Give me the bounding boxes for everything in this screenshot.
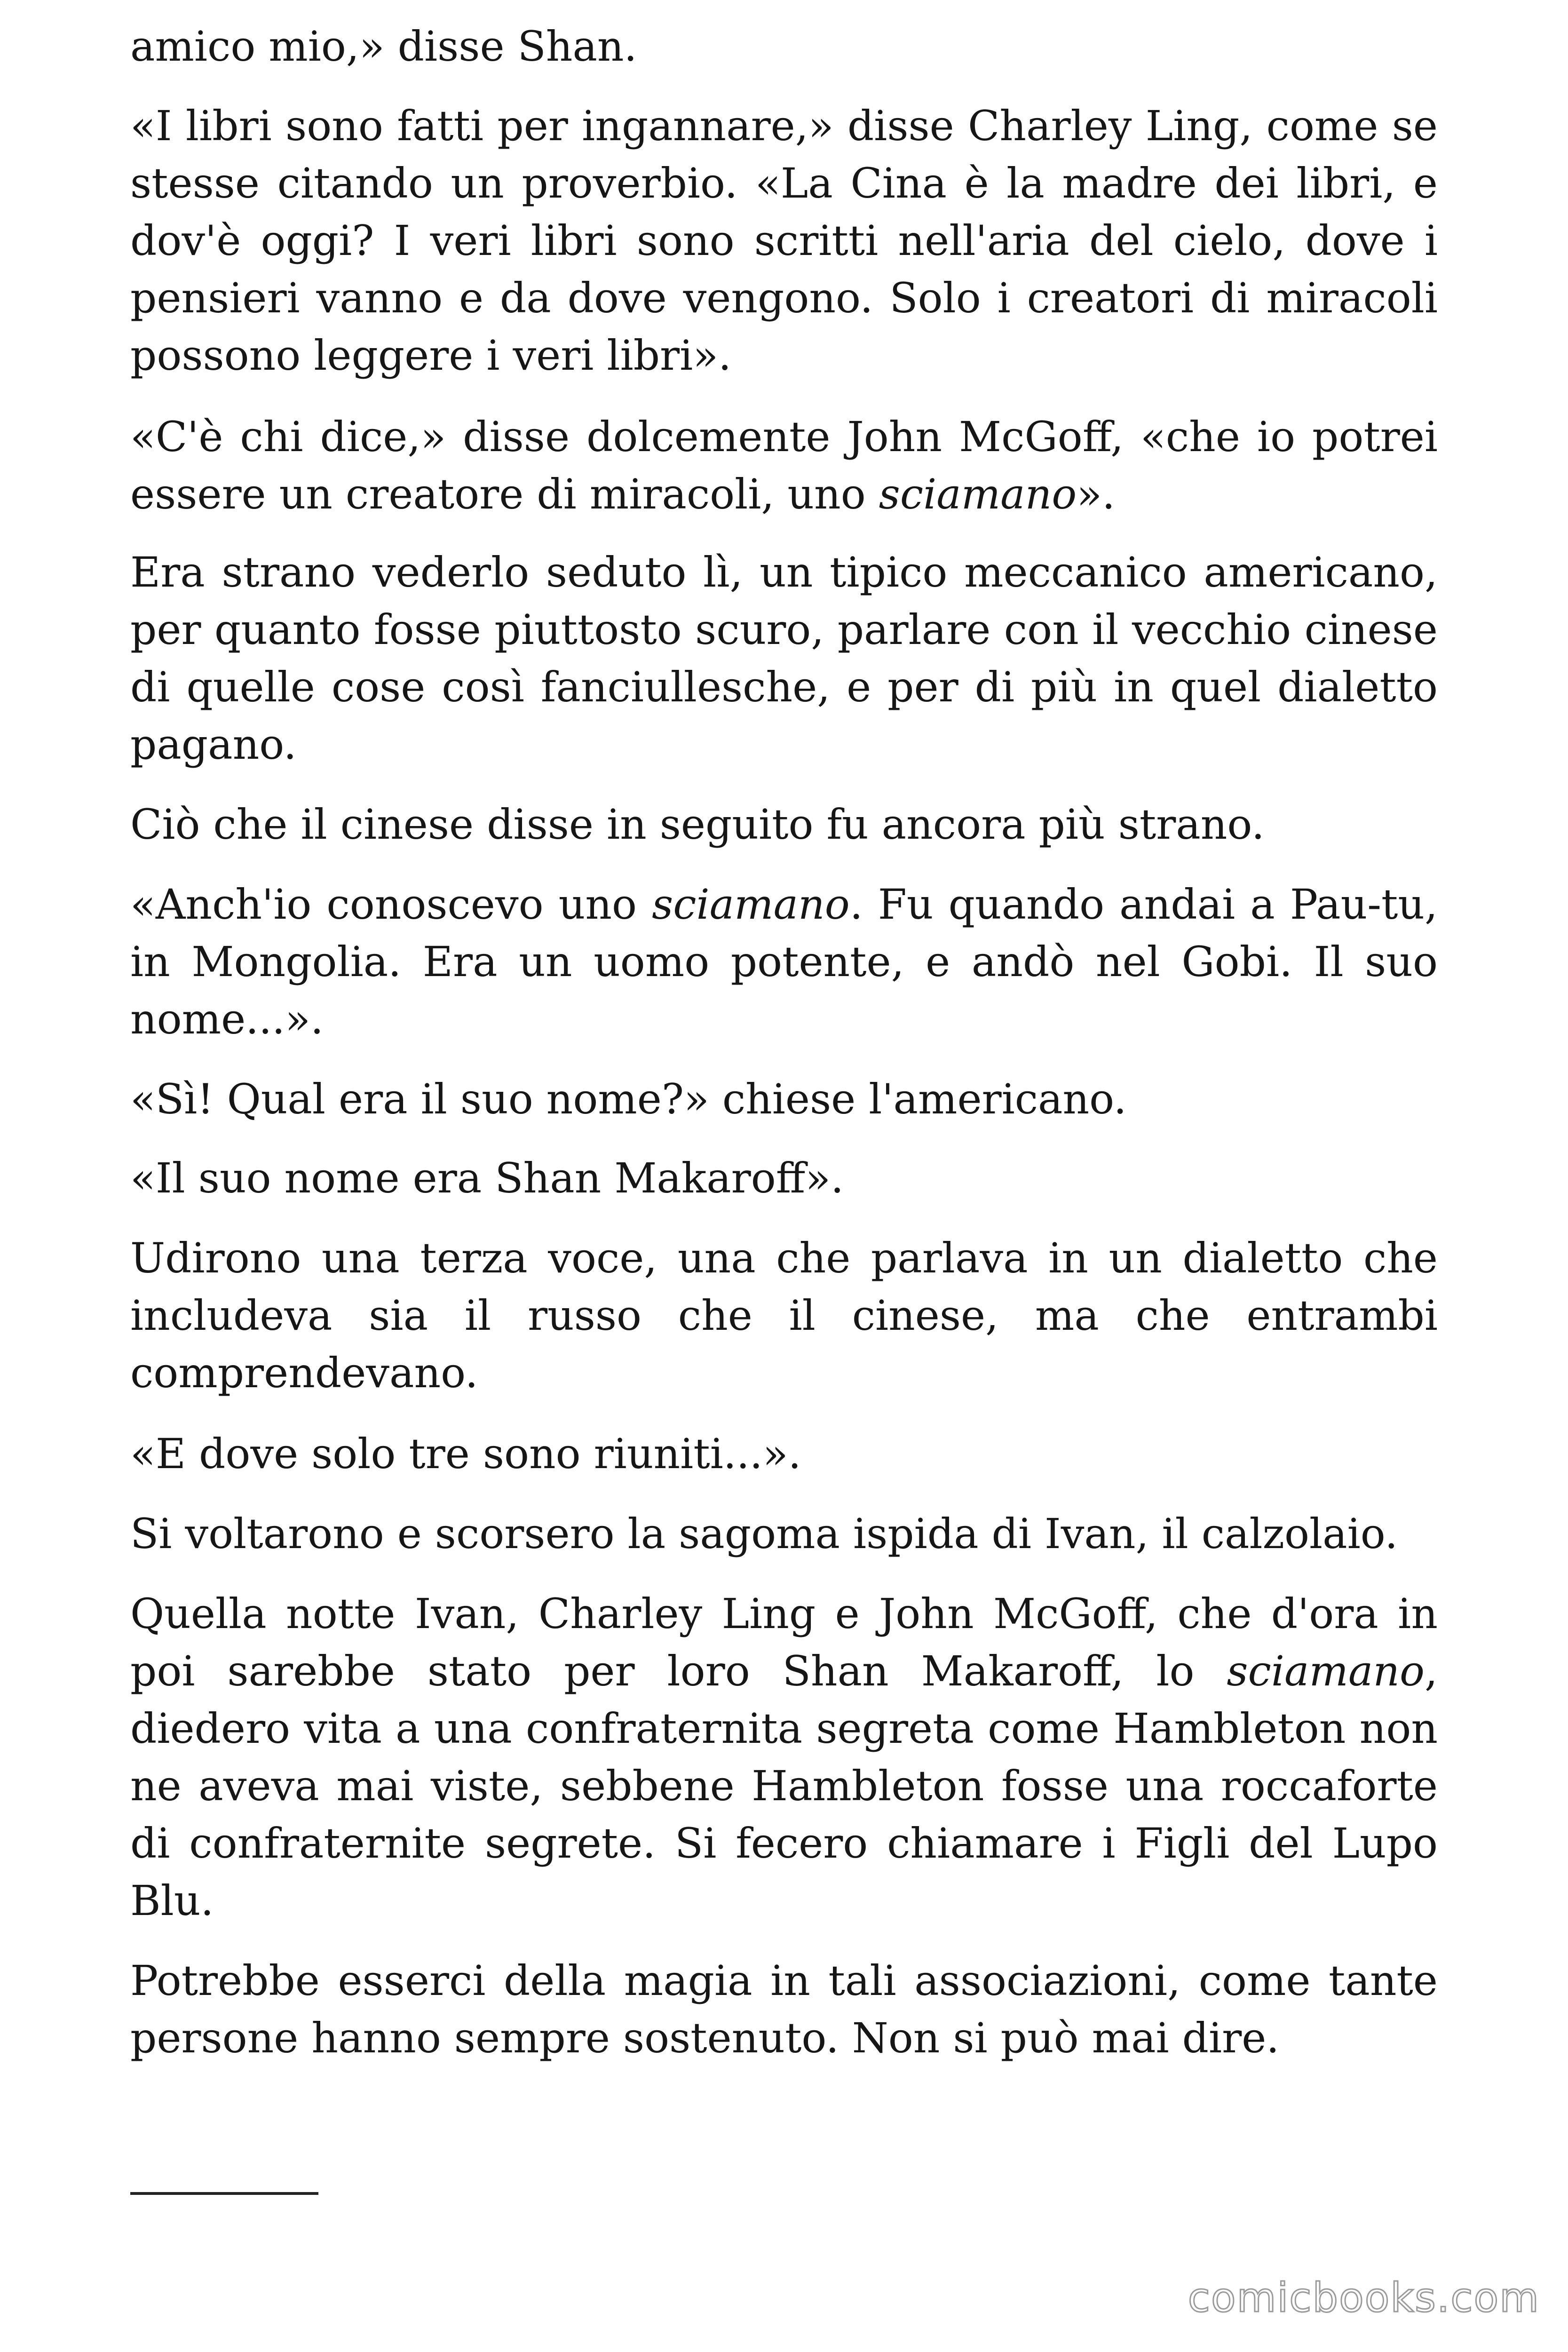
paragraph-12 — [130, 1585, 1438, 1930]
paragraph-text: ». — [1077, 470, 1116, 518]
paragraph-text: «Sì! Qual era il suo nome?» chiese l'americano. — [130, 1075, 1127, 1123]
paragraph-5 — [130, 796, 1438, 853]
italic-word: sciamano — [652, 880, 850, 929]
paragraph-text: Era strano vederlo seduto lì, un tipico meccanico americano, per quanto fosse piuttosto scuro, parlare con il vecchio cinese di quelle cose così fanciullesche, e per di più in quel dialetto pagano. — [130, 548, 1438, 769]
paragraph-7 — [130, 1071, 1438, 1128]
paragraph-6 — [130, 876, 1438, 1048]
italic-word: sciamano — [879, 470, 1077, 518]
paragraph-text: «Il suo nome era Shan Makaroff». — [130, 1154, 844, 1202]
paragraph-text: Si voltarono e scorsero la sagoma ispida di Ivan, il calzolaio. — [130, 1510, 1398, 1558]
footnote-divider — [130, 2192, 318, 2195]
watermark: comicbooks.com — [1188, 2274, 1540, 2321]
paragraph-4 — [130, 544, 1438, 773]
paragraph-text: Ciò che il cinese disse in seguito fu ancora più strano. — [130, 800, 1265, 849]
paragraph-text: Quella notte Ivan, Charley Ling e John McGoff, che d'ora in poi sarebbe stato per loro Shan Makaroff, lo — [130, 1589, 1438, 1695]
paragraph-3 — [130, 408, 1438, 523]
paragraph-text: , diedero vita a una confraternita segreta come Hambleton non ne aveva mai viste, sebbene Hambleton fosse una roccaforte di confraternite segrete. Si fecero chiamare i Figli del Lupo Blu. — [130, 1647, 1438, 1925]
paragraph-8 — [130, 1150, 1438, 1207]
paragraph-text: Udirono una terza voce, una che parlava in un dialetto che includeva sia il russo che il cinese, ma che entrambi comprendevano. — [130, 1234, 1438, 1397]
paragraph-text: «C'è chi dice,» disse dolcemente John McGoff, «che io potrei essere un creatore di miracoli, uno — [130, 413, 1438, 518]
paragraph-text: «I libri sono fatti per ingannare,» disse Charley Ling, come se stesse citando un proverbio. «La Cina è la madre dei libri, e dov'è oggi? I veri libri sono scritti nell'aria del cielo, dove i pensieri vanno e da dove vengono. Solo i creatori di miracoli possono leggere i veri libri». — [130, 102, 1438, 380]
italic-word: sciamano — [1227, 1647, 1425, 1695]
paragraph-text: «E dove solo tre sono riuniti...». — [130, 1430, 801, 1478]
paragraph-9 — [130, 1230, 1438, 1402]
paragraph-text: amico mio,» disse Shan. — [130, 22, 637, 71]
paragraph-2 — [130, 97, 1438, 384]
paragraph-text: . Fu quando andai a Pau-tu, in Mongolia. Era un uomo potente, e andò nel Gobi. Il suo nome...». — [130, 880, 1438, 1043]
paragraph-13 — [130, 1952, 1438, 2067]
paragraph-1 — [130, 18, 1438, 75]
paragraph-text: Potrebbe esserci della magia in tali associazioni, come tante persone hanno sempre sostenuto. Non si può mai dire. — [130, 1956, 1438, 2062]
paragraph-11 — [130, 1505, 1438, 1563]
paragraph-text: «Anch'io conoscevo uno — [130, 880, 652, 929]
paragraph-10 — [130, 1425, 1438, 1483]
